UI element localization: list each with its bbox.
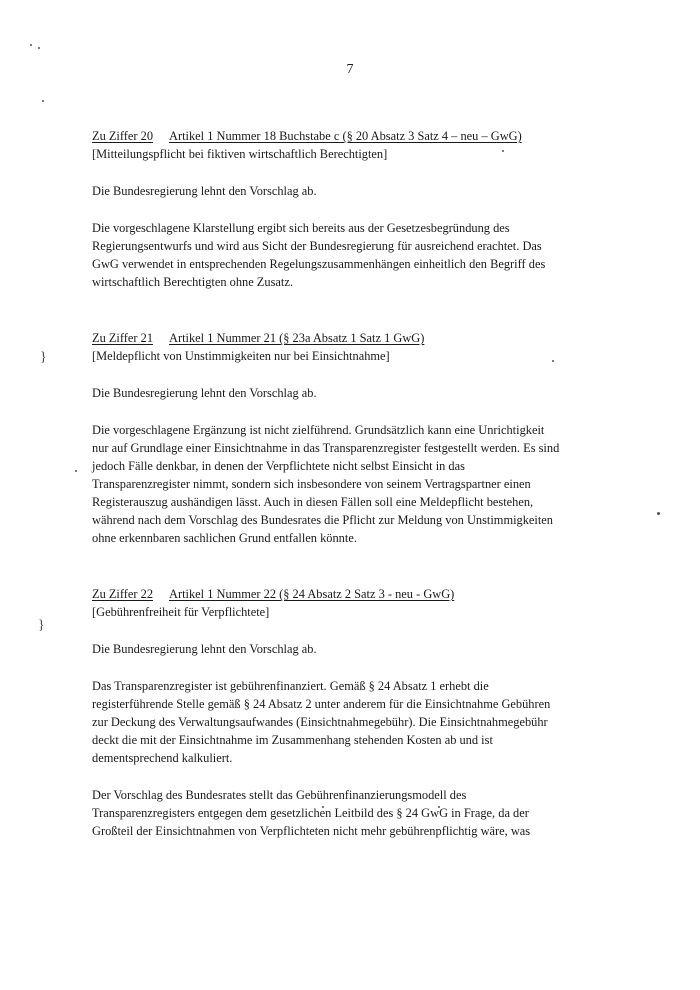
- text-line: zur Deckung des Verwaltungsaufwandes (Einsichtnahmegebühr). Die Einsichtnahmegebühr: [92, 715, 548, 729]
- text-line: Regierungsentwurfs und wird aus Sicht der Bundesregierung für ausreichend erachtet. Das: [92, 239, 542, 253]
- text-line: GwG verwendet in entsprechenden Regelungszusammenhängen einheitlich den Begriff des: [92, 257, 546, 271]
- text-line: Der Vorschlag des Bundesrates stellt das Gebührenfinanzierungsmodell des: [92, 788, 467, 802]
- section-heading: [92, 329, 612, 347]
- section-ziffer-22: [92, 585, 612, 840]
- text-line: Die vorgeschlagene Ergänzung ist nicht zielführend. Grundsätzlich kann eine Unrichtigkeit: [92, 423, 545, 437]
- heading-ziffer: Zu Ziffer 22: [92, 587, 154, 601]
- text-line: Registerauszug aushändigen lässt. Auch in diesen Fällen soll eine Meldepflicht bestehen,: [92, 495, 534, 509]
- text-line: jedoch Fälle denkbar, in denen der Verpflichtete nicht selbst Einsicht in das: [92, 459, 465, 473]
- text-line: Transparenzregisters entgegen dem gesetzlichen Leitbild des § 24 GwG in Frage, da der: [92, 806, 529, 820]
- scan-speck: [42, 100, 44, 102]
- section-verdict: Die Bundesregierung lehnt den Vorschlag ab.: [92, 642, 317, 656]
- text-line: registerführende Stelle gemäß § 24 Absatz 2 unter anderem für die Einsichtnahme Gebühren: [92, 697, 551, 711]
- text-line: Großteil der Einsichtnahmen von Verpflichteten nicht mehr gebührenpflichtig wäre, was: [92, 824, 531, 838]
- paragraph: [92, 677, 612, 767]
- scan-speck: [38, 47, 40, 49]
- text-line: Transparenzregister nimmt, sondern sich insbesondere von seinem Vertragspartner einen: [92, 477, 531, 491]
- section-verdict: Die Bundesregierung lehnt den Vorschlag ab.: [92, 184, 317, 198]
- section-verdict: Die Bundesregierung lehnt den Vorschlag ab.: [92, 386, 317, 400]
- scan-speck: [75, 470, 77, 472]
- text-line: Das Transparenzregister ist gebührenfinanziert. Gemäß § 24 Absatz 1 erhebt die: [92, 679, 489, 693]
- section-heading: [92, 127, 612, 145]
- section-ziffer-21: [92, 329, 612, 547]
- text-line: während nach dem Vorschlag des Bundesrates die Pflicht zur Meldung von Unstimmigkeiten: [92, 513, 553, 527]
- margin-bracket-mark: }: [38, 618, 45, 633]
- text-line: dementsprechend kalkuliert.: [92, 751, 233, 765]
- section-subtitle: [Mitteilungspflicht bei fiktiven wirtschaftlich Berechtigten]: [92, 147, 388, 161]
- text-line: ohne erkennbaren sachlichen Grund entfallen könnte.: [92, 531, 357, 545]
- text-line: wirtschaftlich Berechtigten ohne Zusatz.: [92, 275, 293, 289]
- page-number: 7: [346, 62, 354, 77]
- heading-article: Artikel 1 Nummer 18 Buchstabe c (§ 20 Absatz 3 Satz 4 – neu – GwG): [169, 129, 522, 143]
- margin-bracket-mark: }: [40, 350, 47, 365]
- heading-ziffer: Zu Ziffer 20: [92, 129, 154, 143]
- section-heading: [92, 585, 612, 603]
- paragraph: [92, 421, 612, 547]
- text-line: deckt die mit der Einsichtnahme im Zusammenhang stehenden Kosten ab und ist: [92, 733, 493, 747]
- section-subtitle: [Meldepflicht von Unstimmigkeiten nur bei Einsichtnahme]: [92, 349, 390, 363]
- paragraph: [92, 786, 612, 840]
- text-line: Die vorgeschlagene Klarstellung ergibt sich bereits aus der Gesetzesbegründung des: [92, 221, 510, 235]
- heading-article: Artikel 1 Nummer 22 (§ 24 Absatz 2 Satz 3 - neu - GwG): [169, 587, 455, 601]
- section-ziffer-20: [92, 127, 612, 291]
- scan-speck: [657, 512, 660, 515]
- scan-speck: [30, 44, 32, 46]
- section-subtitle: [Gebührenfreiheit für Verpflichtete]: [92, 605, 270, 619]
- heading-ziffer: Zu Ziffer 21: [92, 331, 154, 345]
- text-line: nur auf Grundlage einer Einsichtnahme in das Transparenzregister festgestellt werden. Es sind: [92, 441, 560, 455]
- document-body: [92, 127, 612, 840]
- heading-article: Artikel 1 Nummer 21 (§ 23a Absatz 1 Satz 1 GwG): [169, 331, 425, 345]
- paragraph: [92, 219, 612, 291]
